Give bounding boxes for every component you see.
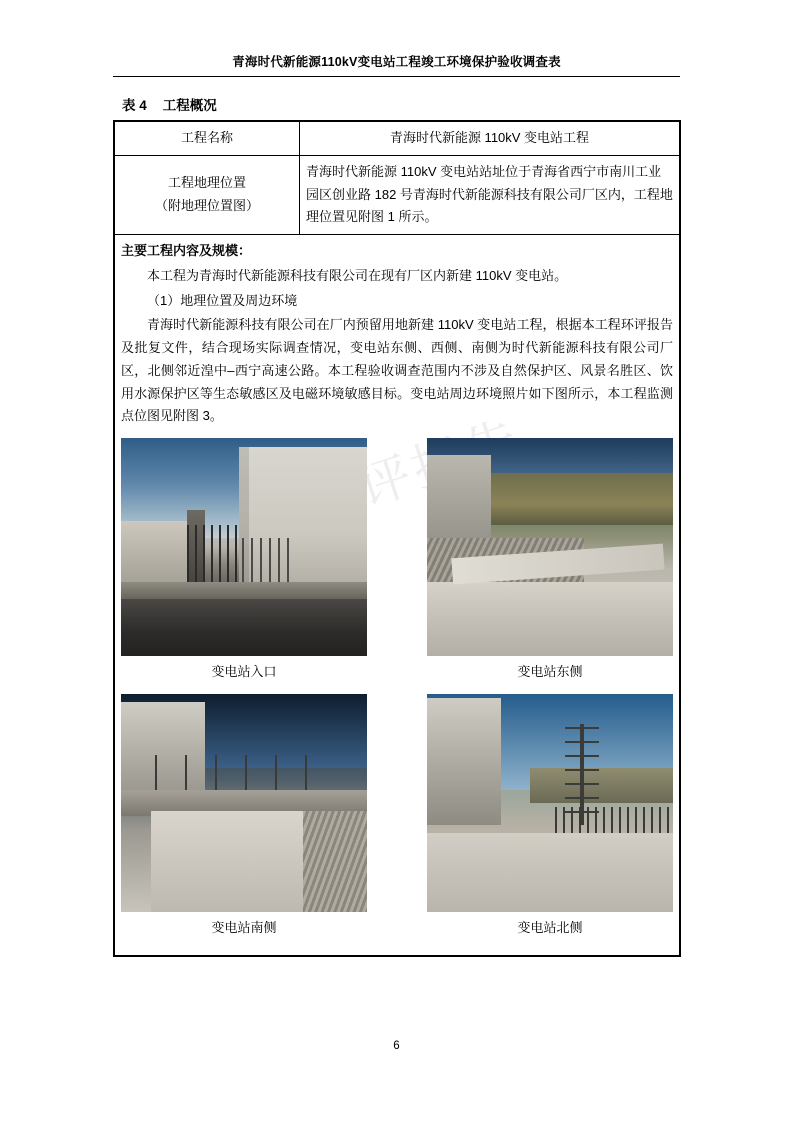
row-value-project-location: 青海时代新能源 110kV 变电站站址位于青海省西宁市南川工业园区创业路 182 号青海时代新能源科技有限公司厂区内，工程地理位置见附图 1 所示。 — [300, 155, 680, 234]
photo-caption: 变电站入口 — [211, 664, 277, 679]
substation-east-side-photo — [427, 438, 673, 656]
content-subsection-title: （1）地理位置及周边环境 — [147, 292, 298, 308]
table-caption-title: 工程概况 — [162, 98, 217, 113]
table-caption — [122, 94, 217, 114]
photo-item — [121, 438, 367, 690]
info-table — [114, 121, 680, 956]
photo-caption: 变电站北侧 — [517, 919, 583, 935]
photo-item — [427, 438, 673, 690]
row-label-location-line2: （附地理位置图） — [154, 197, 259, 213]
header-divider — [113, 76, 680, 77]
table-row — [115, 122, 680, 156]
page-header-title: 青海时代新能源110kV变电站工程竣工环境保护验收调查表 — [232, 55, 561, 69]
photo-item — [427, 694, 673, 946]
photo-grid — [121, 438, 673, 950]
content-paragraph-1: 本工程为青海时代新能源科技有限公司在现有厂区内新建 110kV 变电站。 — [147, 267, 568, 283]
content-section-title: 主要工程内容及规模： — [121, 243, 252, 258]
row-label-location-line1: 工程地理位置 — [167, 175, 246, 191]
substation-north-side-photo — [427, 694, 673, 912]
photo-item — [121, 694, 367, 946]
row-value-project-name: 青海时代新能源 110kV 变电站工程 — [300, 122, 680, 156]
table-caption-number: 表 4 — [122, 98, 147, 113]
row-label-project-location — [115, 155, 300, 234]
page-number: 6 — [393, 1040, 400, 1052]
substation-south-side-photo — [121, 694, 367, 912]
content-cell — [115, 235, 680, 956]
photo-caption: 变电站南侧 — [211, 919, 277, 935]
row-label-project-name: 工程名称 — [115, 122, 300, 156]
substation-entrance-photo — [121, 438, 367, 656]
table-row-content — [115, 235, 680, 956]
project-overview-table — [113, 120, 681, 957]
photo-caption: 变电站东侧 — [517, 664, 583, 679]
table-row — [115, 155, 680, 234]
watermark: 环评报告 — [298, 410, 530, 535]
content-paragraph-2: 青海时代新能源科技有限公司在厂内预留用地新建 110kV 变电站工程，根据本工程环评报告及批复文件，结合现场实际调查情况，变电站东侧、西侧、南侧为时代新能源科技有限公司厂区，北侧邻近湟中–西宁高速公路。本工程验收调查范围内不涉及自然保护区、风景名胜区、饮用水源保护区等生态敏感区及电磁环境敏感目标。变电站周边环境照片如下图所示，本工程监测点位图见附图 3。 — [121, 317, 673, 424]
